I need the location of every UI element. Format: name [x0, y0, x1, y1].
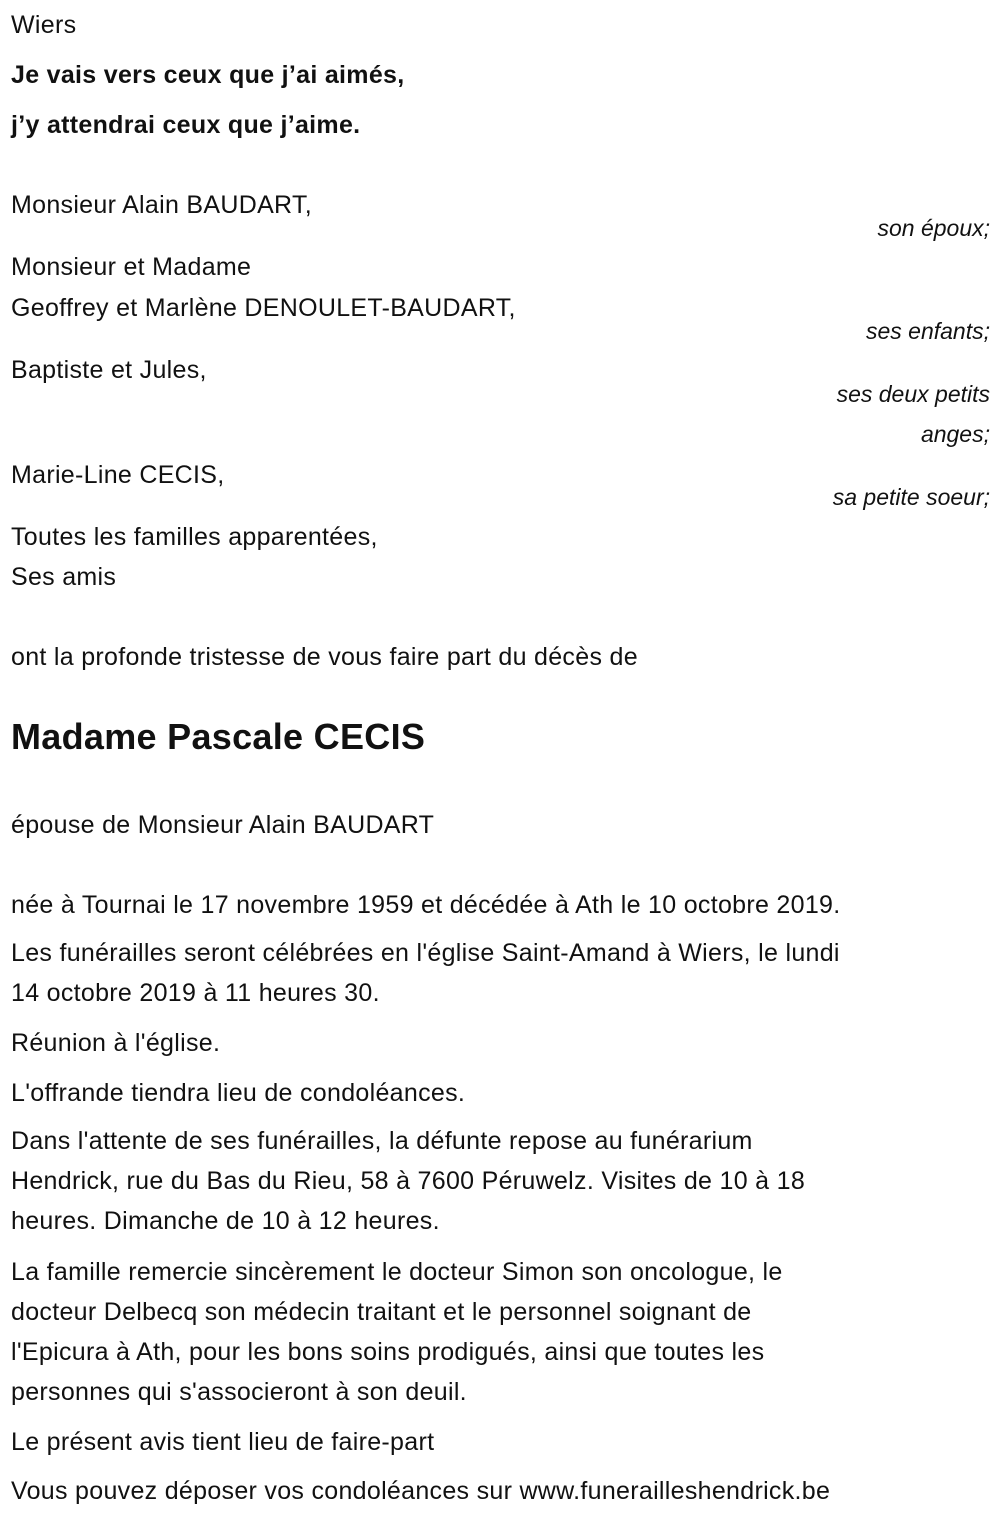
notice: Le présent avis tient lieu de faire-part — [11, 1428, 435, 1456]
children-role: ses enfants; — [865, 318, 990, 344]
grandchildren-role: ses deux petits — [836, 381, 990, 407]
friends: Ses amis — [11, 563, 117, 591]
birth-death: née à Tournai le 17 novembre 1959 et décédée à Ath le 10 octobre 2019. — [11, 891, 841, 919]
visitation-line: Dans l'attente de ses funérailles, la défunte repose au funérarium — [11, 1127, 753, 1155]
relatives: Toutes les familles apparentées, — [11, 523, 378, 551]
offering: L'offrande tiendra lieu de condoléances. — [11, 1079, 466, 1107]
funeral-line: Les funérailles seront célébrées en l'église Saint-Amand à Wiers, le lundi — [11, 939, 840, 967]
children-names: Geoffrey et Marlène DENOULET-BAUDART, — [11, 294, 516, 322]
grandchildren-role: anges; — [920, 421, 990, 447]
children: Monsieur et Madame — [11, 253, 252, 281]
sister-role: sa petite soeur; — [832, 484, 990, 510]
quote-line: Je vais vers ceux que j’ai aimés, — [11, 61, 405, 89]
spouse-role: son époux; — [877, 215, 990, 241]
thanks-line: docteur Delbecq son médecin traitant et le personnel soignant de — [11, 1298, 752, 1326]
visitation-line: Hendrick, rue du Bas du Rieu, 58 à 7600 Péruwelz. Visites de 10 à 18 — [11, 1167, 806, 1195]
spouse-of: épouse de Monsieur Alain BAUDART — [11, 811, 435, 839]
sister: Marie-Line CECIS, — [11, 461, 225, 489]
grandchildren: Baptiste et Jules, — [11, 356, 207, 384]
spouse: Monsieur Alain BAUDART, — [11, 191, 313, 219]
visitation-line: heures. Dimanche de 10 à 12 heures. — [11, 1207, 440, 1235]
announcement: ont la profonde tristesse de vous faire part du décès de — [11, 643, 638, 671]
quote-line: j’y attendrai ceux que j’aime. — [11, 111, 361, 139]
thanks-line: personnes qui s'associeront à son deuil. — [11, 1378, 467, 1406]
meeting: Réunion à l'église. — [11, 1029, 221, 1057]
place: Wiers — [11, 11, 77, 39]
condolences: Vous pouvez déposer vos condoléances sur www.funerailleshendrick.be — [11, 1477, 831, 1505]
thanks-line: l'Epicura à Ath, pour les bons soins prodigués, ainsi que toutes les — [11, 1338, 765, 1366]
thanks-line: La famille remercie sincèrement le docteur Simon son oncologue, le — [11, 1258, 783, 1286]
funeral-line: 14 octobre 2019 à 11 heures 30. — [11, 979, 380, 1007]
deceased-name: Madame Pascale CECIS — [11, 716, 426, 757]
